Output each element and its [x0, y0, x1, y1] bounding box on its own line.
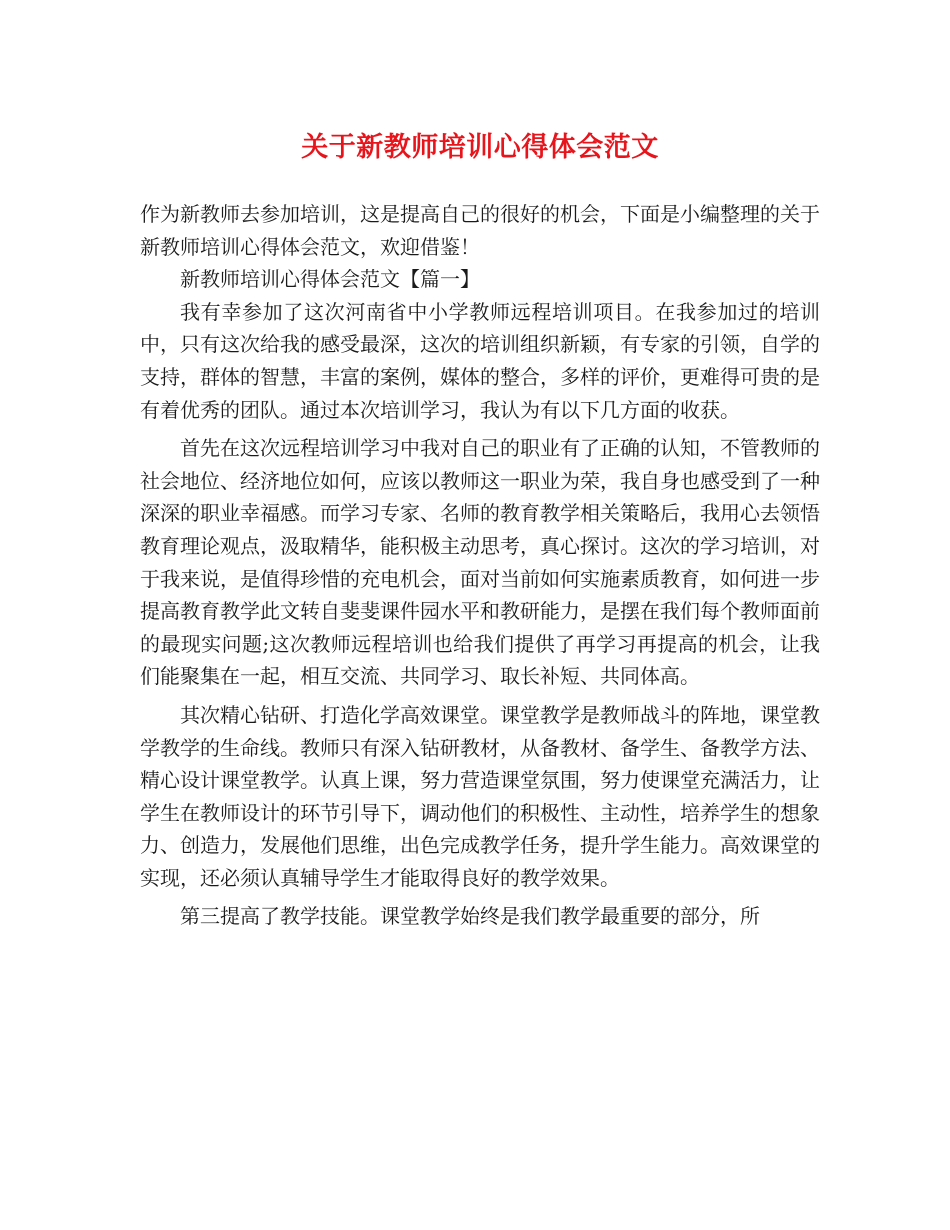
body-paragraph-2: 首先在这次远程培训学习中我对自己的职业有了正确的认知，不管教师的社会地位、经济地位如何，应该以教师这一职业为荣，我自身也感受到了一种深深的职业幸福感。而学习专家、名师的教育教学相关策略后，我用心去领悟教育理论观点，汲取精华，能积极主动思考，真心探讨。这次的学习培训，对于我来说，是值得珍惜的充电机会，面对当前如何实施素质教育，如何进一步提高教育教学此文转自斐斐课件园水平和教研能力，是摆在我们每个教师面前的最现实问题;这次教师远程培训也给我们提供了再学习再提高的机会，让我们能聚集在一起，相互交流、共同学习、取长补短、共同体高。: [140, 436, 820, 689]
body-paragraph-4: 第三提高了教学技能。课堂教学始终是我们教学最重要的部分，所: [180, 904, 760, 929]
document-page: [140, 128, 820, 933]
section-heading: 新教师培训心得体会范文【篇一】: [180, 267, 480, 292]
body-paragraph-3: 其次精心钻研、打造化学高效课堂。课堂教学是教师战斗的阵地，课堂教学教学的生命线。教师只有深入钻研教材，从备教材、备学生、备教学方法、精心设计课堂教学。认真上课，努力营造课堂氛围，努力使课堂充满活力，让学生在教师设计的环节引导下，调动他们的积极性、主动性，培养学生的想象力、创造力，发展他们思维，出色完成教学任务，提升学生能力。高效课堂的实现，还必须认真辅导学生才能取得良好的教学效果。: [140, 702, 820, 890]
intro-paragraph: 作为新教师去参加培训，这是提高自己的很好的机会，下面是小编整理的关于新教师培训心得体会范文，欢迎借鉴！: [140, 202, 820, 259]
document-title: 关于新教师培训心得体会范文: [301, 132, 659, 163]
body-paragraph-1: 我有幸参加了这次河南省中小学教师远程培训项目。在我参加过的培训中，只有这次给我的感受最深，这次的培训组织新颖，有专家的引领，自学的支持，群体的智慧，丰富的案例，媒体的整合，多样的评价，更难得可贵的是有着优秀的团队。通过本次培训学习，我认为有以下几方面的收获。: [140, 299, 820, 422]
